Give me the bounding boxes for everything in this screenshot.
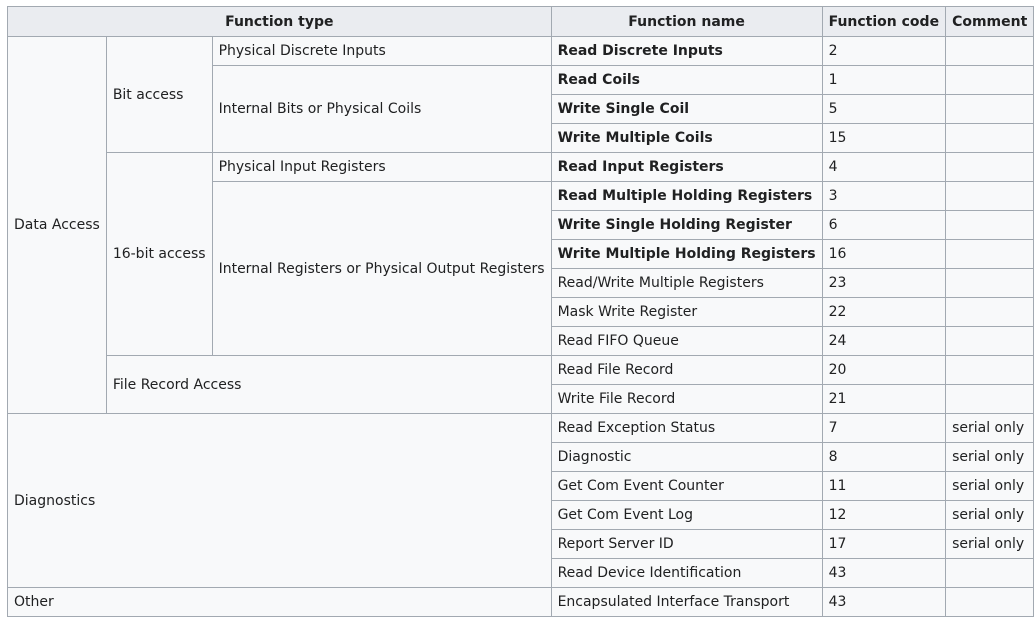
function-name: Read Device Identification: [551, 559, 822, 588]
comment: [946, 269, 1034, 298]
function-name: Read Coils: [551, 66, 822, 95]
comment: [946, 298, 1034, 327]
function-name: Report Server ID: [551, 530, 822, 559]
comment: [946, 559, 1034, 588]
function-code: 5: [822, 95, 945, 124]
function-name: Write Multiple Holding Registers: [551, 240, 822, 269]
function-code: 11: [822, 472, 945, 501]
function-name: Write Single Holding Register: [551, 211, 822, 240]
comment: [946, 211, 1034, 240]
function-code: 15: [822, 124, 945, 153]
function-name: Get Com Event Counter: [551, 472, 822, 501]
function-code: 3: [822, 182, 945, 211]
comment: [946, 95, 1034, 124]
function-code: 21: [822, 385, 945, 414]
group-other: Other: [8, 588, 552, 617]
function-code: 22: [822, 298, 945, 327]
comment: [946, 385, 1034, 414]
comment: serial only: [946, 472, 1034, 501]
function-name: Read Discrete Inputs: [551, 37, 822, 66]
comment: serial only: [946, 530, 1034, 559]
function-code: 43: [822, 559, 945, 588]
group-16-bit-access: 16-bit access: [106, 153, 212, 356]
function-name: Encapsulated Interface Transport: [551, 588, 822, 617]
header-row: [8, 7, 1034, 37]
function-code: 12: [822, 501, 945, 530]
function-code: 20: [822, 356, 945, 385]
header-function-type: Function type: [8, 7, 552, 37]
function-codes-table: [7, 6, 1034, 617]
function-name: Read/Write Multiple Registers: [551, 269, 822, 298]
function-name: Write File Record: [551, 385, 822, 414]
function-code: 16: [822, 240, 945, 269]
comment: [946, 356, 1034, 385]
comment: serial only: [946, 443, 1034, 472]
comment: [946, 37, 1034, 66]
function-name: Get Com Event Log: [551, 501, 822, 530]
function-code: 24: [822, 327, 945, 356]
group-diagnostics: Diagnostics: [8, 414, 552, 588]
comment: serial only: [946, 414, 1034, 443]
comment: [946, 182, 1034, 211]
function-name: Read Exception Status: [551, 414, 822, 443]
comment: [946, 240, 1034, 269]
group-internal-registers: Internal Registers or Physical Output Registers: [212, 182, 551, 356]
group-bit-access: Bit access: [106, 37, 212, 153]
function-code: 1: [822, 66, 945, 95]
group-file-record-access: File Record Access: [106, 356, 551, 414]
table-row: [8, 37, 1034, 66]
function-code: 43: [822, 588, 945, 617]
table-row: [8, 414, 1034, 443]
function-name: Read FIFO Queue: [551, 327, 822, 356]
comment: [946, 66, 1034, 95]
function-name: Diagnostic: [551, 443, 822, 472]
header-comment: Comment: [946, 7, 1034, 37]
group-internal-bits: Internal Bits or Physical Coils: [212, 66, 551, 153]
group-physical-discrete-inputs: Physical Discrete Inputs: [212, 37, 551, 66]
function-code: 6: [822, 211, 945, 240]
function-name: Read Input Registers: [551, 153, 822, 182]
comment: [946, 588, 1034, 617]
comment: [946, 153, 1034, 182]
function-name: Mask Write Register: [551, 298, 822, 327]
table-row: [8, 153, 1034, 182]
function-name: Read File Record: [551, 356, 822, 385]
function-name: Write Single Coil: [551, 95, 822, 124]
function-code: 2: [822, 37, 945, 66]
comment: [946, 124, 1034, 153]
comment: serial only: [946, 501, 1034, 530]
function-name: Write Multiple Coils: [551, 124, 822, 153]
table-row: [8, 588, 1034, 617]
table-row: [8, 356, 1034, 385]
function-code: 17: [822, 530, 945, 559]
function-name: Read Multiple Holding Registers: [551, 182, 822, 211]
comment: [946, 327, 1034, 356]
group-data-access: Data Access: [8, 37, 107, 414]
header-function-code: Function code: [822, 7, 945, 37]
function-code: 7: [822, 414, 945, 443]
header-function-name: Function name: [551, 7, 822, 37]
function-code: 8: [822, 443, 945, 472]
function-code: 4: [822, 153, 945, 182]
function-code: 23: [822, 269, 945, 298]
group-physical-input-registers: Physical Input Registers: [212, 153, 551, 182]
